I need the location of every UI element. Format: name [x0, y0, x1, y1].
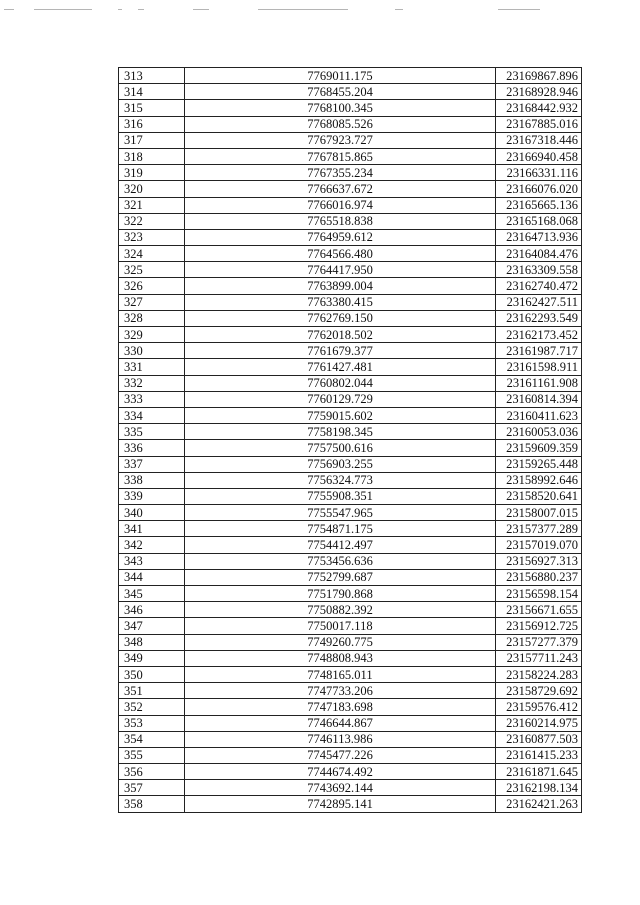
table-row [119, 634, 582, 650]
y-coordinate-cell: 23157277.379 [496, 634, 582, 650]
y-coordinate-cell: 23161871.645 [496, 764, 582, 780]
y-coordinate-cell: 23166940.458 [496, 148, 582, 164]
y-coordinate-cell: 23161987.717 [496, 343, 582, 359]
y-coordinate-cell: 23161598.911 [496, 359, 582, 375]
point-number-cell: 339 [119, 488, 185, 504]
point-number-cell: 315 [119, 100, 185, 116]
y-coordinate-cell: 23157377.289 [496, 521, 582, 537]
y-coordinate-cell: 23162427.511 [496, 294, 582, 310]
point-number-cell: 324 [119, 246, 185, 262]
table-row [119, 391, 582, 407]
table-row [119, 796, 582, 812]
x-coordinate-cell: 7763899.004 [185, 278, 496, 294]
x-coordinate-cell: 7748808.943 [185, 650, 496, 666]
x-coordinate-cell: 7747733.206 [185, 683, 496, 699]
table-row [119, 764, 582, 780]
y-coordinate-cell: 23160814.394 [496, 391, 582, 407]
point-number-cell: 358 [119, 796, 185, 812]
x-coordinate-cell: 7766016.974 [185, 197, 496, 213]
point-number-cell: 357 [119, 780, 185, 796]
x-coordinate-cell: 7764959.612 [185, 229, 496, 245]
x-coordinate-cell: 7746113.986 [185, 731, 496, 747]
x-coordinate-cell: 7755547.965 [185, 505, 496, 521]
point-number-cell: 343 [119, 553, 185, 569]
y-coordinate-cell: 23160877.503 [496, 731, 582, 747]
point-number-cell: 329 [119, 327, 185, 343]
x-coordinate-cell: 7768100.345 [185, 100, 496, 116]
x-coordinate-cell: 7767355.234 [185, 165, 496, 181]
x-coordinate-cell: 7748165.011 [185, 666, 496, 682]
point-number-cell: 335 [119, 424, 185, 440]
table-row [119, 424, 582, 440]
y-coordinate-cell: 23160214.975 [496, 715, 582, 731]
point-number-cell: 342 [119, 537, 185, 553]
table-row [119, 246, 582, 262]
table-row [119, 472, 582, 488]
y-coordinate-cell: 23169867.896 [496, 68, 582, 84]
point-number-cell: 344 [119, 569, 185, 585]
table-row [119, 343, 582, 359]
table-row [119, 731, 582, 747]
table-row [119, 84, 582, 100]
y-coordinate-cell: 23161415.233 [496, 747, 582, 763]
point-number-cell: 351 [119, 683, 185, 699]
y-coordinate-cell: 23156671.655 [496, 602, 582, 618]
point-number-cell: 355 [119, 747, 185, 763]
point-number-cell: 350 [119, 666, 185, 682]
table-row [119, 310, 582, 326]
point-number-cell: 319 [119, 165, 185, 181]
y-coordinate-cell: 23166331.116 [496, 165, 582, 181]
y-coordinate-cell: 23167885.016 [496, 116, 582, 132]
table-row [119, 537, 582, 553]
point-number-cell: 317 [119, 132, 185, 148]
table-row [119, 521, 582, 537]
y-coordinate-cell: 23158007.015 [496, 505, 582, 521]
point-number-cell: 354 [119, 731, 185, 747]
point-number-cell: 326 [119, 278, 185, 294]
table-row [119, 440, 582, 456]
y-coordinate-cell: 23160411.623 [496, 407, 582, 423]
y-coordinate-cell: 23168442.932 [496, 100, 582, 116]
point-number-cell: 313 [119, 68, 185, 84]
point-number-cell: 336 [119, 440, 185, 456]
table-row [119, 780, 582, 796]
y-coordinate-cell: 23164084.476 [496, 246, 582, 262]
point-number-cell: 341 [119, 521, 185, 537]
table-row [119, 229, 582, 245]
x-coordinate-cell: 7746644.867 [185, 715, 496, 731]
x-coordinate-cell: 7750882.392 [185, 602, 496, 618]
point-number-cell: 340 [119, 505, 185, 521]
table-row [119, 100, 582, 116]
x-coordinate-cell: 7760129.729 [185, 391, 496, 407]
y-coordinate-cell: 23156598.154 [496, 586, 582, 602]
x-coordinate-cell: 7767815.865 [185, 148, 496, 164]
table-row [119, 569, 582, 585]
point-number-cell: 353 [119, 715, 185, 731]
point-number-cell: 346 [119, 602, 185, 618]
x-coordinate-cell: 7754412.497 [185, 537, 496, 553]
x-coordinate-cell: 7752799.687 [185, 569, 496, 585]
x-coordinate-cell: 7742895.141 [185, 796, 496, 812]
point-number-cell: 325 [119, 262, 185, 278]
y-coordinate-cell: 23160053.036 [496, 424, 582, 440]
x-coordinate-cell: 7751790.868 [185, 586, 496, 602]
x-coordinate-cell: 7761427.481 [185, 359, 496, 375]
y-coordinate-cell: 23156912.725 [496, 618, 582, 634]
y-coordinate-cell: 23162198.134 [496, 780, 582, 796]
x-coordinate-cell: 7769011.175 [185, 68, 496, 84]
x-coordinate-cell: 7756324.773 [185, 472, 496, 488]
x-coordinate-cell: 7744674.492 [185, 764, 496, 780]
x-coordinate-cell: 7762769.150 [185, 310, 496, 326]
x-coordinate-cell: 7760802.044 [185, 375, 496, 391]
point-number-cell: 356 [119, 764, 185, 780]
x-coordinate-cell: 7763380.415 [185, 294, 496, 310]
point-number-cell: 349 [119, 650, 185, 666]
table-row [119, 197, 582, 213]
y-coordinate-cell: 23164713.936 [496, 229, 582, 245]
point-number-cell: 352 [119, 699, 185, 715]
point-number-cell: 338 [119, 472, 185, 488]
table-row [119, 715, 582, 731]
x-coordinate-cell: 7756903.255 [185, 456, 496, 472]
y-coordinate-cell: 23161161.908 [496, 375, 582, 391]
point-number-cell: 322 [119, 213, 185, 229]
point-number-cell: 316 [119, 116, 185, 132]
point-number-cell: 320 [119, 181, 185, 197]
y-coordinate-cell: 23165168.068 [496, 213, 582, 229]
x-coordinate-cell: 7768085.526 [185, 116, 496, 132]
x-coordinate-cell: 7761679.377 [185, 343, 496, 359]
point-number-cell: 327 [119, 294, 185, 310]
table-row [119, 456, 582, 472]
table-row [119, 586, 582, 602]
y-coordinate-cell: 23165665.136 [496, 197, 582, 213]
table-row [119, 262, 582, 278]
table-row [119, 68, 582, 84]
point-number-cell: 332 [119, 375, 185, 391]
x-coordinate-cell: 7767923.727 [185, 132, 496, 148]
y-coordinate-cell: 23158224.283 [496, 666, 582, 682]
x-coordinate-cell: 7750017.118 [185, 618, 496, 634]
point-number-cell: 331 [119, 359, 185, 375]
y-coordinate-cell: 23168928.946 [496, 84, 582, 100]
y-coordinate-cell: 23156880.237 [496, 569, 582, 585]
point-number-cell: 345 [119, 586, 185, 602]
table-row [119, 666, 582, 682]
y-coordinate-cell: 23162173.452 [496, 327, 582, 343]
table-row [119, 213, 582, 229]
x-coordinate-cell: 7749260.775 [185, 634, 496, 650]
point-number-cell: 330 [119, 343, 185, 359]
x-coordinate-cell: 7764417.950 [185, 262, 496, 278]
point-number-cell: 323 [119, 229, 185, 245]
point-number-cell: 333 [119, 391, 185, 407]
y-coordinate-cell: 23162293.549 [496, 310, 582, 326]
coordinates-table [118, 67, 582, 813]
table-row [119, 327, 582, 343]
y-coordinate-cell: 23162421.263 [496, 796, 582, 812]
y-coordinate-cell: 23166076.020 [496, 181, 582, 197]
y-coordinate-cell: 23167318.446 [496, 132, 582, 148]
point-number-cell: 314 [119, 84, 185, 100]
point-number-cell: 337 [119, 456, 185, 472]
table-row [119, 359, 582, 375]
x-coordinate-cell: 7757500.616 [185, 440, 496, 456]
point-number-cell: 328 [119, 310, 185, 326]
y-coordinate-cell: 23158729.692 [496, 683, 582, 699]
table-row [119, 375, 582, 391]
table-row [119, 132, 582, 148]
x-coordinate-cell: 7768455.204 [185, 84, 496, 100]
point-number-cell: 334 [119, 407, 185, 423]
table-row [119, 181, 582, 197]
table-row [119, 148, 582, 164]
y-coordinate-cell: 23158520.641 [496, 488, 582, 504]
table-row [119, 407, 582, 423]
table-row [119, 553, 582, 569]
table-row [119, 747, 582, 763]
y-coordinate-cell: 23157711.243 [496, 650, 582, 666]
table-row [119, 602, 582, 618]
table-row [119, 618, 582, 634]
x-coordinate-cell: 7747183.698 [185, 699, 496, 715]
table-row [119, 505, 582, 521]
table-row [119, 165, 582, 181]
x-coordinate-cell: 7764566.480 [185, 246, 496, 262]
y-coordinate-cell: 23157019.070 [496, 537, 582, 553]
point-number-cell: 318 [119, 148, 185, 164]
x-coordinate-cell: 7755908.351 [185, 488, 496, 504]
table-row [119, 699, 582, 715]
point-number-cell: 348 [119, 634, 185, 650]
x-coordinate-cell: 7745477.226 [185, 747, 496, 763]
table-row [119, 488, 582, 504]
table-row [119, 278, 582, 294]
x-coordinate-cell: 7759015.602 [185, 407, 496, 423]
y-coordinate-cell: 23158992.646 [496, 472, 582, 488]
y-coordinate-cell: 23159609.359 [496, 440, 582, 456]
y-coordinate-cell: 23159265.448 [496, 456, 582, 472]
scan-header-artifacts [0, 6, 640, 14]
x-coordinate-cell: 7754871.175 [185, 521, 496, 537]
table-row [119, 294, 582, 310]
point-number-cell: 347 [119, 618, 185, 634]
y-coordinate-cell: 23156927.313 [496, 553, 582, 569]
point-number-cell: 321 [119, 197, 185, 213]
x-coordinate-cell: 7758198.345 [185, 424, 496, 440]
x-coordinate-cell: 7765518.838 [185, 213, 496, 229]
table-row [119, 650, 582, 666]
y-coordinate-cell: 23159576.412 [496, 699, 582, 715]
x-coordinate-cell: 7753456.636 [185, 553, 496, 569]
coordinates-table-body [119, 68, 582, 813]
x-coordinate-cell: 7743692.144 [185, 780, 496, 796]
table-row [119, 116, 582, 132]
y-coordinate-cell: 23162740.472 [496, 278, 582, 294]
y-coordinate-cell: 23163309.558 [496, 262, 582, 278]
table-row [119, 683, 582, 699]
x-coordinate-cell: 7766637.672 [185, 181, 496, 197]
x-coordinate-cell: 7762018.502 [185, 327, 496, 343]
